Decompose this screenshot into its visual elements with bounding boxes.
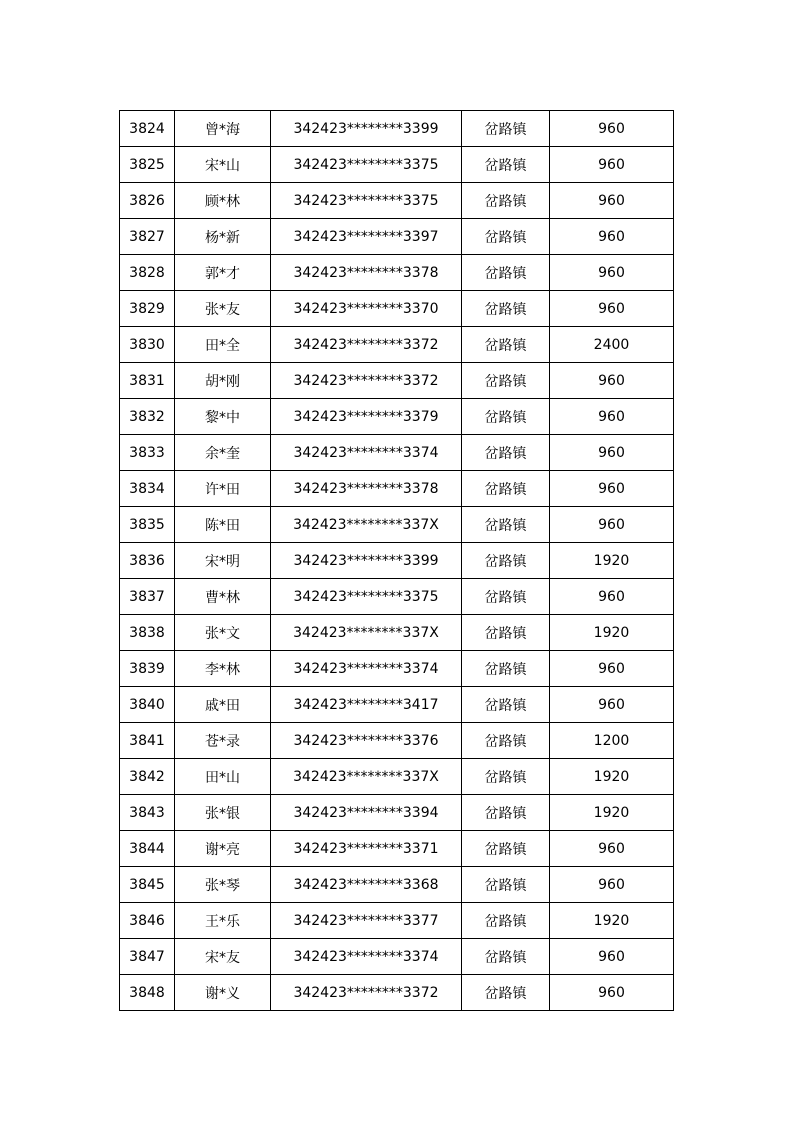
row-number-cell: 3826 xyxy=(120,183,175,219)
person-name-cell: 曹*林 xyxy=(175,579,271,615)
town-name-cell: 岔路镇 xyxy=(462,939,550,975)
row-number-cell: 3837 xyxy=(120,579,175,615)
row-number-cell: 3844 xyxy=(120,831,175,867)
row-number-cell: 3842 xyxy=(120,759,175,795)
amount-cell: 1200 xyxy=(550,723,674,759)
person-name-cell: 胡*刚 xyxy=(175,363,271,399)
town-name-cell: 岔路镇 xyxy=(462,831,550,867)
amount-cell: 1920 xyxy=(550,543,674,579)
table-row xyxy=(120,543,674,579)
amount-cell: 960 xyxy=(550,111,674,147)
table-row xyxy=(120,975,674,1011)
id-number-cell: 342423********3377 xyxy=(271,903,462,939)
table-row xyxy=(120,363,674,399)
table-row xyxy=(120,831,674,867)
town-name-cell: 岔路镇 xyxy=(462,435,550,471)
table-row xyxy=(120,399,674,435)
row-number-cell: 3843 xyxy=(120,795,175,831)
person-name-cell: 曾*海 xyxy=(175,111,271,147)
town-name-cell: 岔路镇 xyxy=(462,471,550,507)
row-number-cell: 3829 xyxy=(120,291,175,327)
town-name-cell: 岔路镇 xyxy=(462,543,550,579)
town-name-cell: 岔路镇 xyxy=(462,147,550,183)
town-name-cell: 岔路镇 xyxy=(462,111,550,147)
town-name-cell: 岔路镇 xyxy=(462,579,550,615)
town-name-cell: 岔路镇 xyxy=(462,363,550,399)
table-row xyxy=(120,183,674,219)
row-number-cell: 3838 xyxy=(120,615,175,651)
row-number-cell: 3836 xyxy=(120,543,175,579)
row-number-cell: 3839 xyxy=(120,651,175,687)
table-row xyxy=(120,255,674,291)
town-name-cell: 岔路镇 xyxy=(462,975,550,1011)
amount-cell: 1920 xyxy=(550,759,674,795)
person-name-cell: 张*银 xyxy=(175,795,271,831)
table-row xyxy=(120,471,674,507)
town-name-cell: 岔路镇 xyxy=(462,795,550,831)
amount-cell: 1920 xyxy=(550,615,674,651)
table-row xyxy=(120,219,674,255)
amount-cell: 960 xyxy=(550,579,674,615)
row-number-cell: 3848 xyxy=(120,975,175,1011)
id-number-cell: 342423********3368 xyxy=(271,867,462,903)
id-number-cell: 342423********337X xyxy=(271,507,462,543)
amount-cell: 960 xyxy=(550,219,674,255)
person-name-cell: 黎*中 xyxy=(175,399,271,435)
person-name-cell: 张*琴 xyxy=(175,867,271,903)
person-name-cell: 陈*田 xyxy=(175,507,271,543)
table-row xyxy=(120,939,674,975)
table-body xyxy=(120,111,674,1011)
table-row xyxy=(120,615,674,651)
town-name-cell: 岔路镇 xyxy=(462,723,550,759)
id-number-cell: 342423********3371 xyxy=(271,831,462,867)
town-name-cell: 岔路镇 xyxy=(462,687,550,723)
amount-cell: 1920 xyxy=(550,795,674,831)
row-number-cell: 3831 xyxy=(120,363,175,399)
id-number-cell: 342423********3399 xyxy=(271,111,462,147)
amount-cell: 960 xyxy=(550,471,674,507)
amount-cell: 960 xyxy=(550,255,674,291)
amount-cell: 960 xyxy=(550,507,674,543)
amount-cell: 960 xyxy=(550,939,674,975)
person-name-cell: 戚*田 xyxy=(175,687,271,723)
person-name-cell: 宋*明 xyxy=(175,543,271,579)
table-row xyxy=(120,579,674,615)
person-name-cell: 顾*林 xyxy=(175,183,271,219)
table-row xyxy=(120,111,674,147)
id-number-cell: 342423********3378 xyxy=(271,471,462,507)
id-number-cell: 342423********3376 xyxy=(271,723,462,759)
table-row xyxy=(120,435,674,471)
town-name-cell: 岔路镇 xyxy=(462,291,550,327)
town-name-cell: 岔路镇 xyxy=(462,183,550,219)
id-number-cell: 342423********337X xyxy=(271,615,462,651)
id-number-cell: 342423********3375 xyxy=(271,183,462,219)
table-row xyxy=(120,651,674,687)
row-number-cell: 3835 xyxy=(120,507,175,543)
amount-cell: 960 xyxy=(550,291,674,327)
person-name-cell: 张*友 xyxy=(175,291,271,327)
town-name-cell: 岔路镇 xyxy=(462,219,550,255)
town-name-cell: 岔路镇 xyxy=(462,903,550,939)
table-row xyxy=(120,327,674,363)
row-number-cell: 3833 xyxy=(120,435,175,471)
id-number-cell: 342423********3399 xyxy=(271,543,462,579)
amount-cell: 960 xyxy=(550,975,674,1011)
table-row xyxy=(120,723,674,759)
town-name-cell: 岔路镇 xyxy=(462,255,550,291)
amount-cell: 960 xyxy=(550,435,674,471)
town-name-cell: 岔路镇 xyxy=(462,651,550,687)
table-row xyxy=(120,759,674,795)
person-name-cell: 谢*义 xyxy=(175,975,271,1011)
table-row xyxy=(120,867,674,903)
row-number-cell: 3825 xyxy=(120,147,175,183)
row-number-cell: 3847 xyxy=(120,939,175,975)
town-name-cell: 岔路镇 xyxy=(462,867,550,903)
amount-cell: 960 xyxy=(550,867,674,903)
table-row xyxy=(120,903,674,939)
amount-cell: 960 xyxy=(550,147,674,183)
person-name-cell: 宋*山 xyxy=(175,147,271,183)
row-number-cell: 3834 xyxy=(120,471,175,507)
person-name-cell: 余*奎 xyxy=(175,435,271,471)
table-row xyxy=(120,795,674,831)
id-number-cell: 342423********3374 xyxy=(271,651,462,687)
id-number-cell: 342423********3372 xyxy=(271,327,462,363)
row-number-cell: 3830 xyxy=(120,327,175,363)
person-name-cell: 宋*友 xyxy=(175,939,271,975)
row-number-cell: 3841 xyxy=(120,723,175,759)
person-name-cell: 田*全 xyxy=(175,327,271,363)
person-name-cell: 苍*录 xyxy=(175,723,271,759)
amount-cell: 960 xyxy=(550,687,674,723)
person-name-cell: 张*文 xyxy=(175,615,271,651)
id-number-cell: 342423********3372 xyxy=(271,363,462,399)
id-number-cell: 342423********3375 xyxy=(271,579,462,615)
table-row xyxy=(120,291,674,327)
id-number-cell: 342423********3417 xyxy=(271,687,462,723)
person-name-cell: 许*田 xyxy=(175,471,271,507)
id-number-cell: 342423********3372 xyxy=(271,975,462,1011)
table-row xyxy=(120,147,674,183)
id-number-cell: 342423********3379 xyxy=(271,399,462,435)
person-name-cell: 李*林 xyxy=(175,651,271,687)
id-number-cell: 342423********3374 xyxy=(271,939,462,975)
row-number-cell: 3828 xyxy=(120,255,175,291)
amount-cell: 960 xyxy=(550,831,674,867)
id-number-cell: 342423********337X xyxy=(271,759,462,795)
row-number-cell: 3846 xyxy=(120,903,175,939)
row-number-cell: 3827 xyxy=(120,219,175,255)
person-name-cell: 谢*亮 xyxy=(175,831,271,867)
amount-cell: 960 xyxy=(550,183,674,219)
person-name-cell: 田*山 xyxy=(175,759,271,795)
id-number-cell: 342423********3375 xyxy=(271,147,462,183)
amount-cell: 2400 xyxy=(550,327,674,363)
id-number-cell: 342423********3374 xyxy=(271,435,462,471)
amount-cell: 960 xyxy=(550,651,674,687)
id-number-cell: 342423********3394 xyxy=(271,795,462,831)
row-number-cell: 3845 xyxy=(120,867,175,903)
amount-cell: 960 xyxy=(550,363,674,399)
town-name-cell: 岔路镇 xyxy=(462,399,550,435)
row-number-cell: 3832 xyxy=(120,399,175,435)
town-name-cell: 岔路镇 xyxy=(462,327,550,363)
row-number-cell: 3824 xyxy=(120,111,175,147)
subsidy-table xyxy=(119,110,674,1011)
town-name-cell: 岔路镇 xyxy=(462,759,550,795)
person-name-cell: 杨*新 xyxy=(175,219,271,255)
table-row xyxy=(120,507,674,543)
person-name-cell: 王*乐 xyxy=(175,903,271,939)
id-number-cell: 342423********3397 xyxy=(271,219,462,255)
town-name-cell: 岔路镇 xyxy=(462,507,550,543)
person-name-cell: 郭*才 xyxy=(175,255,271,291)
amount-cell: 1920 xyxy=(550,903,674,939)
town-name-cell: 岔路镇 xyxy=(462,615,550,651)
id-number-cell: 342423********3378 xyxy=(271,255,462,291)
row-number-cell: 3840 xyxy=(120,687,175,723)
id-number-cell: 342423********3370 xyxy=(271,291,462,327)
table-row xyxy=(120,687,674,723)
amount-cell: 960 xyxy=(550,399,674,435)
